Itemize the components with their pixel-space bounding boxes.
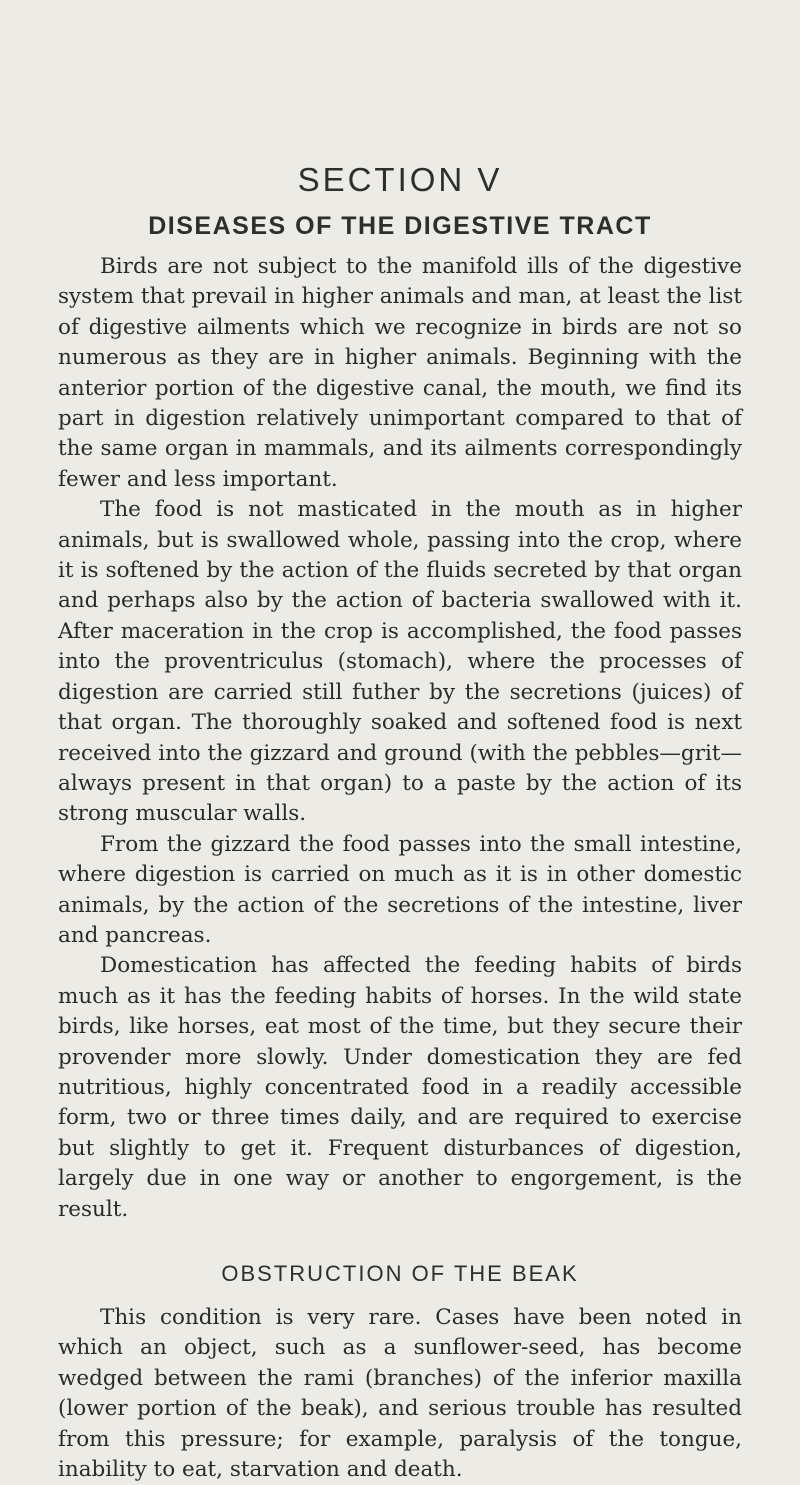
body-paragraph: Birds are not subject to the manifold ills of the digestive system that prevail in higher animals and man, at least the list of digestive ailments which we recognize in birds are not so numerous as they are in higher animals. Beginning with the anterior portion of the digestive canal, the mouth, we find its part in digestion relatively unimportant compared to that of the same organ in mammals, and its ailments correspondingly fewer and less important. <box>58 254 742 492</box>
body-paragraph: This condition is very rare. Cases have been noted in which an object, such as a sunflower-seed, has become wedged between the rami (branches) of the inferior maxilla (lower portion of the beak), and serious trouble has resulted from this pressure; for example, paralysis of the tongue, inability to eat, starvation and death. <box>58 1305 742 1483</box>
section-label: SECTION V <box>297 161 503 198</box>
body-paragraph: Domestication has affected the feeding habits of birds much as it has the feeding habits of horses. In the wild state birds, like horses, eat most of the time, but they secure their provender more slowly. Under domestication they are fed nutritious, highly concentrated food in a readily accessible form, two or three times daily, and are required to exercise but slightly to get it. Frequent disturbances of digestion, largely due in one way or another to engorgement, is the result. <box>58 953 742 1222</box>
body-paragraph: From the gizzard the food passes into the small intestine, where digestion is carried on much as it is in other domestic animals, by the action of the secretions of the intestine, liver and pancreas. <box>58 831 742 948</box>
section-body <box>58 252 742 1225</box>
chapter-title: DISEASES OF THE DIGESTIVE TRACT <box>148 212 652 240</box>
subsection-body <box>58 1303 742 1485</box>
subsection-title: OBSTRUCTION OF THE BEAK <box>221 1261 579 1286</box>
body-paragraph: The food is not masticated in the mouth as in higher animals, but is swallowed whole, passing into the crop, where it is softened by the action of the fluids secreted by that organ and perhaps also by the action of bacteria swallowed with it. After maceration in the crop is accomplished, the food passes into the proventriculus (stomach), where the processes of digestion are carried still futher by the secretions (juices) of that organ. The thoroughly soaked and softened food is next received into the gizzard and ground (with the pebbles—grit—always present in that organ) to a paste by the action of its strong muscular walls. <box>58 497 742 827</box>
